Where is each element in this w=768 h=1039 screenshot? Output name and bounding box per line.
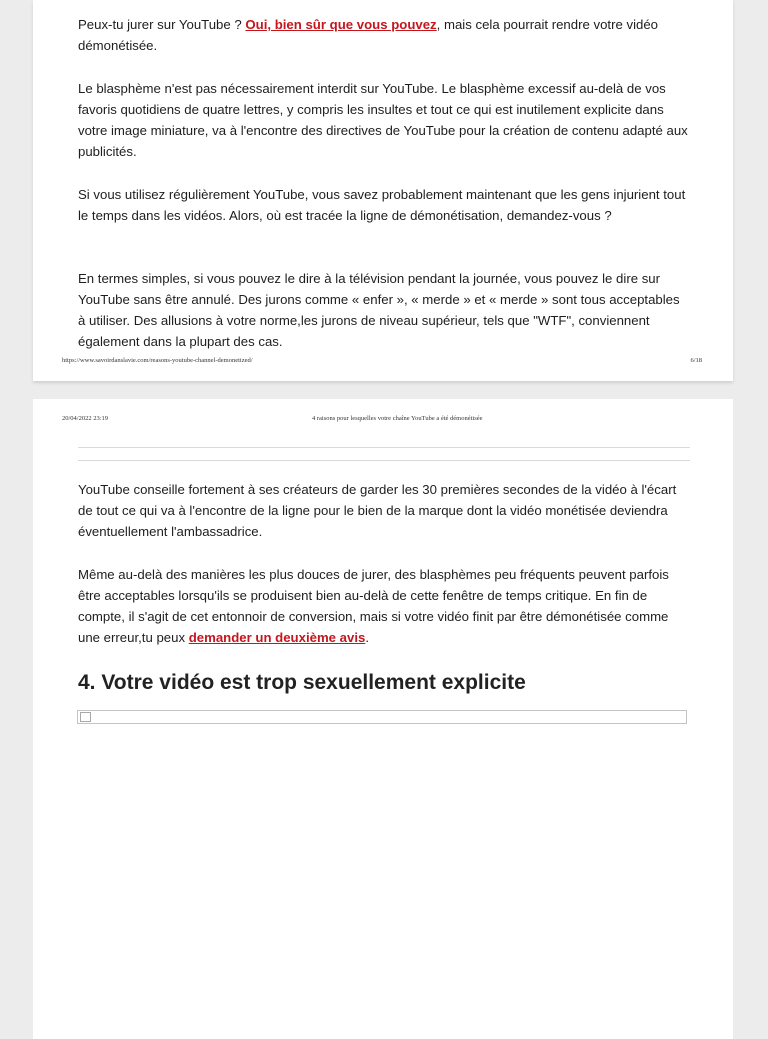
broken-image-icon [80, 712, 91, 722]
paragraph-text: Même au-delà des manières les plus douces de jurer, des blasphèmes peu fréquents peuvent parfois être acceptables lorsqu'ils se produisent bien au-delà de cette fenêtre de temps critique. En fin de compte, il s'agit de cet entonnoir de conversion, mais si votre vidéo finit par être démonétisée comme une erreur,tu peux [78, 567, 669, 645]
header-doc-title: 4 raisons pour lesquelles votre chaîne YouTube a été démonétisée [312, 415, 483, 422]
header-date: 20/04/2022 23:19 [62, 415, 109, 422]
paragraph-swearing-question [78, 14, 690, 56]
paragraph-simple-terms: En termes simples, si vous pouvez le dire à la télévision pendant la journée, vous pouvez le dire sur YouTube sans être annulé. Des jurons comme « enfer », « merde » et « merde » sont tous acceptables à utiliser. Des allusions à votre norme,les jurons de niveau supérieur, tels que "WTF", conviennent également dans la plupart des cas. [78, 271, 680, 349]
page-footer [62, 357, 702, 364]
footer-url: https://www.savoirdanslavie.com/reasons-youtube-channel-demonetized/ [62, 357, 253, 364]
pdf-page-7 [33, 399, 733, 1039]
paragraph-text: , mais cela pourrait rendre votre vidéo démonétisée. [78, 17, 659, 53]
divider-line [78, 460, 690, 461]
link-oui-bien-sur[interactable]: Oui, bien sûr que vous pouvez [245, 17, 437, 32]
divider-line [78, 447, 690, 448]
pdf-page-6 [33, 0, 733, 381]
section-heading: 4. Votre vidéo est trop sexuellement explicite [78, 671, 526, 694]
paragraph-text: . [365, 630, 370, 645]
link-second-opinion[interactable]: demander un deuxième avis [188, 630, 366, 645]
paragraph-first-30-seconds: YouTube conseille fortement à ses créateurs de garder les 30 premières secondes de la vidéo à l'écart de tout ce qui va à l'encontre de la ligne pour le bien de la marque dont la vidéo monétisée deviendra éventuellement l'ambassadrice. [78, 482, 677, 539]
paragraph-infrequent-profanity [78, 564, 690, 648]
paragraph-text: Peux-tu jurer sur YouTube ? [78, 17, 246, 32]
paragraph-blasphemy: Le blasphème n'est pas nécessairement interdit sur YouTube. Le blasphème excessif au-delà de vos favoris quotidiens de quatre lettres, y compris les insultes et tout ce qui est inutilement explicite dans votre image miniature, va à l'encontre des directives de YouTube pour la création de contenu adapté aux publicités. [78, 81, 688, 159]
image-placeholder [77, 710, 687, 724]
footer-page-number: 6/18 [690, 357, 702, 364]
paragraph-demonetization-line: Si vous utilisez régulièrement YouTube, vous savez probablement maintenant que les gens injurient tout le temps dans les vidéos. Alors, où est tracée la ligne de démonétisation, demandez-vous ? [78, 187, 686, 223]
